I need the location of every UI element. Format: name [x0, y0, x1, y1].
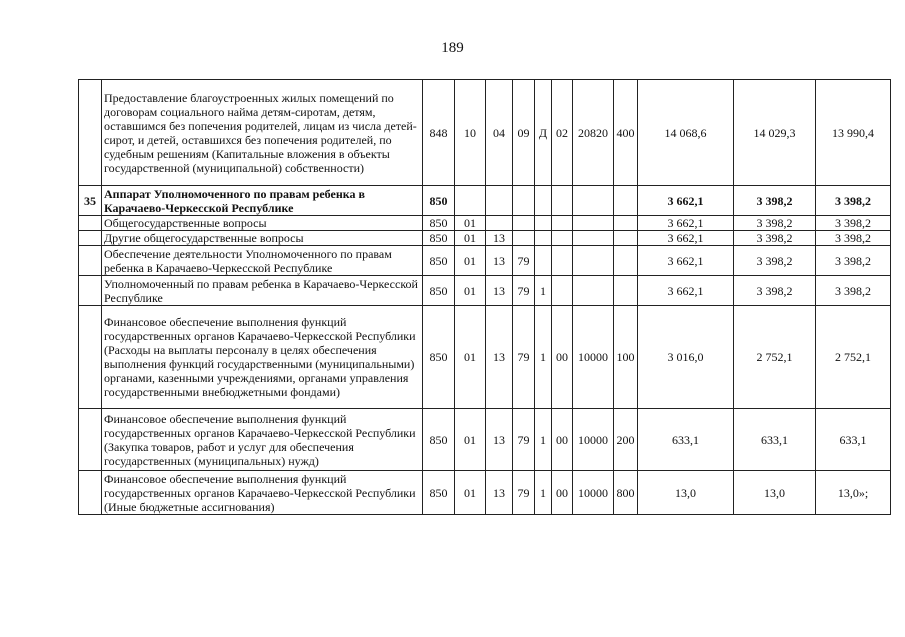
direction-code: 20820	[573, 80, 614, 186]
row-number	[79, 231, 102, 246]
budget-table	[78, 79, 891, 515]
item-name: Аппарат Уполномоченного по правам ребенка в Карачаево-Черкесской Республике	[102, 186, 423, 216]
amount-year-1: 3 662,1	[638, 186, 734, 216]
direction-code	[573, 216, 614, 231]
amount-year-2: 3 398,2	[734, 186, 816, 216]
dept-code: 850	[423, 471, 455, 515]
subsection-code: 13	[486, 246, 513, 276]
section-code: 01	[455, 306, 486, 409]
table-row	[79, 80, 891, 186]
direction-code	[573, 246, 614, 276]
amount-year-1: 13,0	[638, 471, 734, 515]
program-code	[513, 186, 535, 216]
row-number	[79, 246, 102, 276]
event-code: 00	[552, 471, 573, 515]
subprogram-code	[535, 216, 552, 231]
subsection-code	[486, 216, 513, 231]
subprogram-code: 1	[535, 409, 552, 471]
subsection-code: 13	[486, 409, 513, 471]
item-name: Другие общегосударственные вопросы	[102, 231, 423, 246]
item-name: Уполномоченный по правам ребенка в Карачаево-Черкесской Республике	[102, 276, 423, 306]
program-code: 79	[513, 276, 535, 306]
amount-year-1: 3 662,1	[638, 231, 734, 246]
section-code: 10	[455, 80, 486, 186]
direction-code: 10000	[573, 471, 614, 515]
subprogram-code: 1	[535, 306, 552, 409]
amount-year-3: 2 752,1	[816, 306, 891, 409]
event-code	[552, 276, 573, 306]
amount-year-1: 14 068,6	[638, 80, 734, 186]
table-row	[79, 216, 891, 231]
amount-year-3: 633,1	[816, 409, 891, 471]
dept-code: 850	[423, 276, 455, 306]
dept-code: 850	[423, 409, 455, 471]
expense-type-code	[614, 246, 638, 276]
program-code: 79	[513, 409, 535, 471]
expense-type-code: 800	[614, 471, 638, 515]
amount-year-2: 13,0	[734, 471, 816, 515]
dept-code: 848	[423, 80, 455, 186]
dept-code: 850	[423, 246, 455, 276]
amount-year-1: 3 662,1	[638, 246, 734, 276]
section-code: 01	[455, 246, 486, 276]
table-row	[79, 276, 891, 306]
row-number	[79, 471, 102, 515]
item-name: Общегосударственные вопросы	[102, 216, 423, 231]
amount-year-2: 2 752,1	[734, 306, 816, 409]
expense-type-code: 100	[614, 306, 638, 409]
row-number	[79, 306, 102, 409]
amount-year-2: 3 398,2	[734, 216, 816, 231]
amount-year-3: 3 398,2	[816, 246, 891, 276]
expense-type-code	[614, 276, 638, 306]
item-name: Предоставление благоустроенных жилых помещений по договорам социального найма детям-сиротам, детям, оставшимся без попечения родителей, лицам из числа детей-сирот, и детей, оставшихся без попечения родителей, по судебным решениям (Капитальные вложения в объекты государственной (муниципальной) собственности)	[102, 80, 423, 186]
subprogram-code: 1	[535, 276, 552, 306]
table-row	[79, 409, 891, 471]
row-number	[79, 80, 102, 186]
amount-year-3: 13,0»;	[816, 471, 891, 515]
row-number	[79, 409, 102, 471]
event-code	[552, 231, 573, 246]
subsection-code: 13	[486, 471, 513, 515]
event-code	[552, 186, 573, 216]
item-name: Обеспечение деятельности Уполномоченного по правам ребенка в Карачаево-Черкесской Республике	[102, 246, 423, 276]
program-code: 79	[513, 246, 535, 276]
amount-year-3: 3 398,2	[816, 216, 891, 231]
item-name: Финансовое обеспечение выполнения функций государственных органов Карачаево-Черкесской Республики (Иные бюджетные ассигнования)	[102, 471, 423, 515]
dept-code: 850	[423, 216, 455, 231]
expense-type-code	[614, 186, 638, 216]
table-body	[79, 80, 891, 515]
page-number: 189	[441, 40, 464, 56]
amount-year-1: 3 662,1	[638, 276, 734, 306]
dept-code: 850	[423, 231, 455, 246]
program-code	[513, 231, 535, 246]
table-row	[79, 186, 891, 216]
program-code: 79	[513, 306, 535, 409]
section-code	[455, 186, 486, 216]
section-code: 01	[455, 471, 486, 515]
amount-year-2: 3 398,2	[734, 231, 816, 246]
item-name: Финансовое обеспечение выполнения функций государственных органов Карачаево-Черкесской Республики (Расходы на выплаты персоналу в целях обеспечения выполнения функций государственными (муниципальными) органами, казенными учреждениями, органами управления государственными внебюджетными фондами)	[102, 306, 423, 409]
expense-type-code	[614, 231, 638, 246]
event-code	[552, 246, 573, 276]
expense-type-code: 200	[614, 409, 638, 471]
program-code: 09	[513, 80, 535, 186]
subsection-code: 04	[486, 80, 513, 186]
section-code: 01	[455, 276, 486, 306]
subprogram-code	[535, 246, 552, 276]
row-number	[79, 216, 102, 231]
amount-year-1: 3 662,1	[638, 216, 734, 231]
expense-type-code	[614, 216, 638, 231]
subsection-code: 13	[486, 231, 513, 246]
amount-year-1: 633,1	[638, 409, 734, 471]
section-code: 01	[455, 231, 486, 246]
table-row	[79, 231, 891, 246]
direction-code: 10000	[573, 306, 614, 409]
subsection-code	[486, 186, 513, 216]
dept-code: 850	[423, 186, 455, 216]
amount-year-2: 633,1	[734, 409, 816, 471]
row-number: 35	[79, 186, 102, 216]
amount-year-3: 3 398,2	[816, 276, 891, 306]
expense-type-code: 400	[614, 80, 638, 186]
section-code: 01	[455, 216, 486, 231]
direction-code	[573, 231, 614, 246]
event-code: 00	[552, 409, 573, 471]
subprogram-code	[535, 186, 552, 216]
subprogram-code: 1	[535, 471, 552, 515]
amount-year-2: 3 398,2	[734, 276, 816, 306]
dept-code: 850	[423, 306, 455, 409]
subprogram-code	[535, 231, 552, 246]
amount-year-3: 13 990,4	[816, 80, 891, 186]
table-row	[79, 306, 891, 409]
subsection-code: 13	[486, 306, 513, 409]
event-code	[552, 216, 573, 231]
subprogram-code: Д	[535, 80, 552, 186]
event-code: 00	[552, 306, 573, 409]
program-code	[513, 216, 535, 231]
item-name: Финансовое обеспечение выполнения функций государственных органов Карачаево-Черкесской Республики (Закупка товаров, работ и услуг для обеспечения государственных (муниципальных) нужд)	[102, 409, 423, 471]
section-code: 01	[455, 409, 486, 471]
amount-year-1: 3 016,0	[638, 306, 734, 409]
subsection-code: 13	[486, 276, 513, 306]
direction-code: 10000	[573, 409, 614, 471]
amount-year-2: 14 029,3	[734, 80, 816, 186]
amount-year-3: 3 398,2	[816, 231, 891, 246]
event-code: 02	[552, 80, 573, 186]
direction-code	[573, 186, 614, 216]
program-code: 79	[513, 471, 535, 515]
amount-year-2: 3 398,2	[734, 246, 816, 276]
table-row	[79, 246, 891, 276]
direction-code	[573, 276, 614, 306]
row-number	[79, 276, 102, 306]
amount-year-3: 3 398,2	[816, 186, 891, 216]
table-row	[79, 471, 891, 515]
